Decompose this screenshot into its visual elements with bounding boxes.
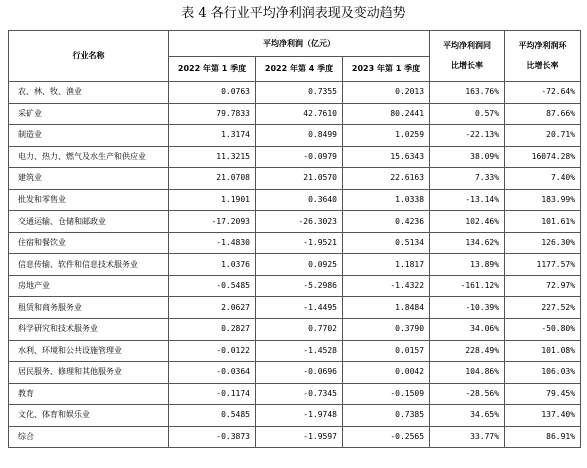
table-row	[9, 103, 581, 125]
cell-yoy: 102.46%	[430, 211, 505, 233]
header-qoq-line2: 比增长率	[526, 61, 559, 70]
cell-q4-2022: -0.0696	[256, 362, 343, 384]
header-yoy-line2: 比增长率	[451, 61, 484, 70]
table-row	[9, 82, 581, 104]
cell-yoy: 104.86%	[430, 362, 505, 384]
cell-q1-2023: -1.4322	[343, 275, 430, 297]
cell-qoq: 20.71%	[505, 125, 581, 147]
table-row	[9, 275, 581, 297]
cell-yoy: 33.77%	[430, 426, 505, 448]
cell-qoq: 101.61%	[505, 211, 581, 233]
cell-name: 房地产业	[9, 275, 169, 297]
cell-q1-2022: -0.0122	[169, 340, 256, 362]
cell-name: 电力、热力、燃气及水生产和供应业	[9, 146, 169, 168]
cell-q4-2022: -1.9521	[256, 232, 343, 254]
cell-q1-2022: 0.5485	[169, 405, 256, 427]
cell-q4-2022: -1.9597	[256, 426, 343, 448]
cell-q1-2023: 0.0042	[343, 362, 430, 384]
cell-name: 住宿和餐饮业	[9, 232, 169, 254]
cell-q1-2022: 2.0627	[169, 297, 256, 319]
header-q1-2022: 2022 年第 1 季度	[169, 57, 256, 82]
industry-profit-table	[8, 30, 581, 448]
cell-q1-2022: -1.4830	[169, 232, 256, 254]
cell-yoy: 0.57%	[430, 103, 505, 125]
cell-qoq: 106.03%	[505, 362, 581, 384]
table-row	[9, 405, 581, 427]
cell-q1-2022: 79.7833	[169, 103, 256, 125]
cell-q1-2022: 11.3215	[169, 146, 256, 168]
cell-q1-2022: -0.3873	[169, 426, 256, 448]
cell-q4-2022: -5.2986	[256, 275, 343, 297]
table-row	[9, 426, 581, 448]
cell-q1-2023: 80.2441	[343, 103, 430, 125]
cell-name: 农、林、牧、渔业	[9, 82, 169, 104]
header-avg-profit: 平均净利润（亿元）	[169, 31, 430, 57]
cell-q4-2022: -1.4495	[256, 297, 343, 319]
cell-q1-2022: -17.2093	[169, 211, 256, 233]
cell-q4-2022: 0.3640	[256, 189, 343, 211]
cell-name: 综合	[9, 426, 169, 448]
cell-q1-2022: 1.3174	[169, 125, 256, 147]
cell-yoy: -10.39%	[430, 297, 505, 319]
cell-qoq: 183.99%	[505, 189, 581, 211]
cell-q4-2022: 42.7610	[256, 103, 343, 125]
table-row	[9, 211, 581, 233]
cell-name: 交通运输、仓储和邮政业	[9, 211, 169, 233]
cell-name: 文化、体育和娱乐业	[9, 405, 169, 427]
cell-q1-2022: 0.2827	[169, 319, 256, 341]
cell-q1-2022: -0.1174	[169, 383, 256, 405]
table-row	[9, 168, 581, 190]
table-row	[9, 362, 581, 384]
table-row	[9, 254, 581, 276]
cell-q1-2023: 1.0259	[343, 125, 430, 147]
cell-yoy: 34.65%	[430, 405, 505, 427]
header-qoq-line1: 平均净利润环	[518, 41, 567, 50]
cell-name: 居民服务、修理和其他服务业	[9, 362, 169, 384]
header-industry: 行业名称	[9, 31, 169, 82]
cell-q1-2023: -0.1509	[343, 383, 430, 405]
cell-q1-2023: 1.1817	[343, 254, 430, 276]
cell-q1-2022: -0.0364	[169, 362, 256, 384]
cell-q4-2022: -0.7345	[256, 383, 343, 405]
cell-q1-2022: 1.1901	[169, 189, 256, 211]
cell-q1-2023: 0.0157	[343, 340, 430, 362]
cell-qoq: 126.30%	[505, 232, 581, 254]
cell-name: 信息传输、软件和信息技术服务业	[9, 254, 169, 276]
cell-q1-2022: 21.0708	[169, 168, 256, 190]
cell-q1-2022: 1.0376	[169, 254, 256, 276]
table-title: 表 4 各行业平均净利润表现及变动趋势	[181, 6, 406, 21]
cell-q4-2022: -1.4528	[256, 340, 343, 362]
cell-yoy: -161.12%	[430, 275, 505, 297]
table-row	[9, 297, 581, 319]
cell-yoy: 34.06%	[430, 319, 505, 341]
cell-q4-2022: -0.0979	[256, 146, 343, 168]
cell-name: 批发和零售业	[9, 189, 169, 211]
table-row	[9, 232, 581, 254]
cell-yoy: -13.14%	[430, 189, 505, 211]
cell-q4-2022: 0.7702	[256, 319, 343, 341]
cell-name: 采矿业	[9, 103, 169, 125]
cell-name: 科学研究和技术服务业	[9, 319, 169, 341]
cell-yoy: 7.33%	[430, 168, 505, 190]
cell-q4-2022: 0.7355	[256, 82, 343, 104]
cell-yoy: -28.56%	[430, 383, 505, 405]
cell-q1-2023: 0.4236	[343, 211, 430, 233]
cell-name: 建筑业	[9, 168, 169, 190]
cell-name: 制造业	[9, 125, 169, 147]
cell-qoq: -72.64%	[505, 82, 581, 104]
cell-name: 租赁和商务服务业	[9, 297, 169, 319]
cell-q4-2022: -1.9748	[256, 405, 343, 427]
header-qoq	[505, 31, 581, 82]
cell-qoq: -50.80%	[505, 319, 581, 341]
table-row	[9, 189, 581, 211]
cell-q1-2023: 0.2013	[343, 82, 430, 104]
header-row-1	[9, 31, 581, 57]
cell-name: 水利、环境和公共设施管理业	[9, 340, 169, 362]
cell-q4-2022: -26.3023	[256, 211, 343, 233]
cell-name: 教育	[9, 383, 169, 405]
cell-q1-2023: 22.6163	[343, 168, 430, 190]
cell-qoq: 79.45%	[505, 383, 581, 405]
header-q1-2023: 2023 年第 1 季度	[343, 57, 430, 82]
cell-yoy: 228.49%	[430, 340, 505, 362]
table-row	[9, 125, 581, 147]
cell-q4-2022: 0.8499	[256, 125, 343, 147]
cell-qoq: 86.91%	[505, 426, 581, 448]
table-row	[9, 340, 581, 362]
table-row	[9, 383, 581, 405]
cell-q1-2022: 0.0763	[169, 82, 256, 104]
table-row	[9, 319, 581, 341]
cell-qoq: 87.66%	[505, 103, 581, 125]
cell-qoq: 72.97%	[505, 275, 581, 297]
cell-yoy: 134.62%	[430, 232, 505, 254]
cell-q1-2023: 0.7385	[343, 405, 430, 427]
cell-q1-2023: 1.8484	[343, 297, 430, 319]
cell-yoy: 38.09%	[430, 146, 505, 168]
cell-yoy: 163.76%	[430, 82, 505, 104]
cell-qoq: 227.52%	[505, 297, 581, 319]
header-q4-2022: 2022 年第 4 季度	[256, 57, 343, 82]
cell-qoq: 137.40%	[505, 405, 581, 427]
cell-yoy: -22.13%	[430, 125, 505, 147]
cell-q1-2023: -0.2565	[343, 426, 430, 448]
cell-qoq: 101.08%	[505, 340, 581, 362]
header-yoy	[430, 31, 505, 82]
table-row	[9, 146, 581, 168]
cell-q1-2022: -0.5485	[169, 275, 256, 297]
cell-q1-2023: 0.3790	[343, 319, 430, 341]
cell-q4-2022: 21.0570	[256, 168, 343, 190]
cell-q1-2023: 0.5134	[343, 232, 430, 254]
cell-qoq: 1177.57%	[505, 254, 581, 276]
cell-qoq: 7.40%	[505, 168, 581, 190]
cell-q1-2023: 1.0338	[343, 189, 430, 211]
cell-q1-2023: 15.6343	[343, 146, 430, 168]
cell-q4-2022: 0.0925	[256, 254, 343, 276]
cell-qoq: 16074.28%	[505, 146, 581, 168]
cell-yoy: 13.89%	[430, 254, 505, 276]
header-yoy-line1: 平均净利润同	[443, 41, 492, 50]
